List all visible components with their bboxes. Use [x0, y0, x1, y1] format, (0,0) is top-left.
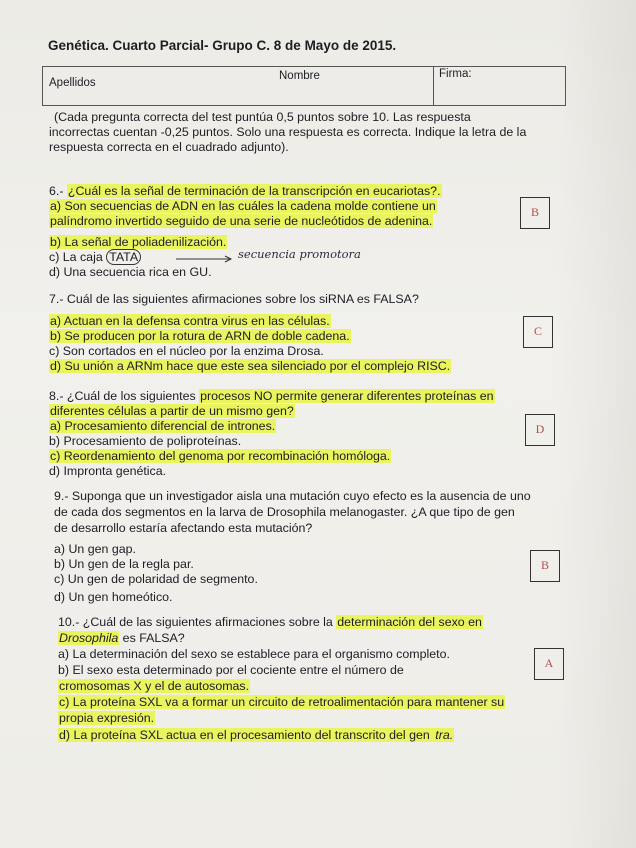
- q9-option-c: c) Un gen de polaridad de segmento.: [54, 572, 258, 586]
- q6-option-b: [49, 235, 227, 250]
- q8-option-a-text: a) Procesamiento diferencial de intrones.: [50, 419, 276, 433]
- q6-answer-box: B: [520, 197, 550, 229]
- q9-option-d: d) Un gen homeótico.: [54, 590, 173, 604]
- q8-option-d: d) Impronta genética.: [49, 464, 167, 478]
- q8-stem-line-2: [49, 404, 295, 419]
- q6-option-a-line-2: [49, 214, 433, 229]
- q10-option-a: a) La determinación del sexo se establece para el organismo completo.: [58, 647, 450, 661]
- q10-option-b-line-1: b) El sexo esta determinado por el cociente entre el número de: [58, 663, 404, 677]
- q9-answer-box: B: [530, 550, 560, 582]
- student-info-box: [42, 66, 566, 106]
- q8-stem-start: 8.- ¿Cuál de los siguientes: [49, 389, 200, 403]
- photo-shading: [556, 0, 636, 848]
- q9-stem-line-3: de desarrollo estaría afectando esta mutación?: [54, 521, 313, 535]
- q8-option-c: [49, 449, 391, 464]
- box-divider: [433, 67, 434, 106]
- q10-stem-end: es FALSA?: [119, 631, 185, 645]
- q6-option-d: d) Una secuencia rica en GU.: [49, 265, 212, 279]
- q6-option-a-text-2: palíndromo invertido seguido de una serie de nucleótidos de adenina.: [50, 214, 433, 228]
- q8-option-b: b) Procesamiento de poliproteínas.: [49, 434, 242, 448]
- q10-option-d-text: d) La proteína SXL actua en el procesamiento del transcrito del gen: [59, 728, 434, 742]
- q6-option-c-text: c) La caja: [49, 250, 103, 264]
- q9-stem-line-2: de cada dos segmentos en la larva de Drosophila melanogaster. ¿A que tipo de gen: [54, 505, 515, 519]
- q7-option-b: [49, 329, 351, 344]
- q6-number: 6.-: [49, 184, 67, 198]
- instructions-line-2: incorrectas cuentan -0,25 puntos. Solo una respuesta es correcta. Indique la letra de la: [49, 125, 527, 139]
- q7-stem: 7.- Cuál de las siguientes afirmaciones sobre los siRNA es FALSA?: [49, 292, 419, 306]
- q6-stem: [49, 184, 442, 199]
- q10-option-b-text-2: cromosomas X y el de autosomas.: [59, 679, 250, 693]
- q10-option-c-text-2: propia expresión.: [59, 711, 155, 725]
- q6-option-c: [49, 250, 141, 265]
- q7-option-a: [49, 314, 331, 329]
- exam-title: Genética. Cuarto Parcial- Grupo C. 8 de Mayo de 2015.: [48, 38, 397, 53]
- q6-option-b-text: b) La señal de poliadenilización.: [50, 235, 227, 249]
- q9-option-b: b) Un gen de la regla par.: [54, 557, 194, 571]
- q7-option-a-text: a) Actuan en la defensa contra virus en las células.: [50, 314, 330, 328]
- instructions-line-1: (Cada pregunta correcta del test puntúa 0,5 puntos sobre 10. Las respuesta: [54, 110, 471, 124]
- q8-option-c-text: c) Reordenamiento del genoma por recombinación homóloga.: [50, 449, 391, 463]
- q7-option-c: c) Son cortados en el núcleo por la enzima Drosa.: [49, 344, 324, 358]
- q6-option-a-line-1: [49, 199, 437, 214]
- q8-answer-box: D: [525, 414, 555, 446]
- q10-answer-box: A: [534, 648, 564, 680]
- q8-stem-text-2: diferentes células a partir de un mismo gen?: [50, 404, 294, 418]
- q10-option-c-text-1: c) La proteína SXL va a formar un circuito de retroalimentación para mantener su: [59, 695, 505, 709]
- q10-option-d: [58, 728, 454, 743]
- q7-option-d: [49, 359, 451, 374]
- q10-stem-line-2: [58, 631, 185, 646]
- q10-stem-line-1: [58, 615, 483, 630]
- q10-tra: tra.: [435, 728, 454, 742]
- q10-option-c-line-1: [58, 695, 505, 710]
- q7-option-b-text: b) Se producen por la rotura de ARN de doble cadena.: [50, 329, 350, 343]
- q10-option-c-line-2: [58, 711, 155, 726]
- q6-stem-text: ¿Cuál es la señal de terminación de la transcripción en eucariotas?.: [67, 184, 441, 198]
- q9-stem-line-1: 9.- Suponga que un investigador aisla una mutación cuyo efecto es la ausencia de uno: [54, 489, 531, 503]
- instructions-line-3: respuesta correcta en el cuadrado adjunto).: [49, 140, 289, 154]
- q10-drosophila: Drosophila: [59, 631, 119, 645]
- nombre-label: Nombre: [279, 70, 320, 82]
- q8-stem-highlight: procesos NO permite generar diferentes proteínas en: [200, 389, 494, 403]
- q7-answer-box: C: [523, 316, 553, 348]
- q10-option-b-line-2: [58, 679, 250, 694]
- q8-stem-line-1: [49, 389, 495, 404]
- firma-label: Firma:: [439, 68, 472, 80]
- q10-stem-start: 10.- ¿Cuál de las siguientes afirmaciones sobre la: [58, 615, 337, 629]
- q6-option-a-text-1: a) Son secuencias de ADN en las cuáles la cadena molde contiene un: [50, 199, 436, 213]
- q10-stem-highlight: determinación del sexo en: [337, 615, 482, 629]
- q6-handwritten-note: secuencia promotora: [238, 247, 361, 261]
- q9-option-a: a) Un gen gap.: [54, 542, 136, 556]
- apellidos-label: Apellidos: [49, 77, 96, 89]
- q6-tata-circled: TATA: [106, 249, 141, 265]
- q8-option-a: [49, 419, 276, 434]
- q7-option-d-text: d) Su unión a ARNm hace que este sea silenciado por el complejo RISC.: [50, 359, 451, 373]
- handwritten-arrow-icon: [176, 254, 236, 264]
